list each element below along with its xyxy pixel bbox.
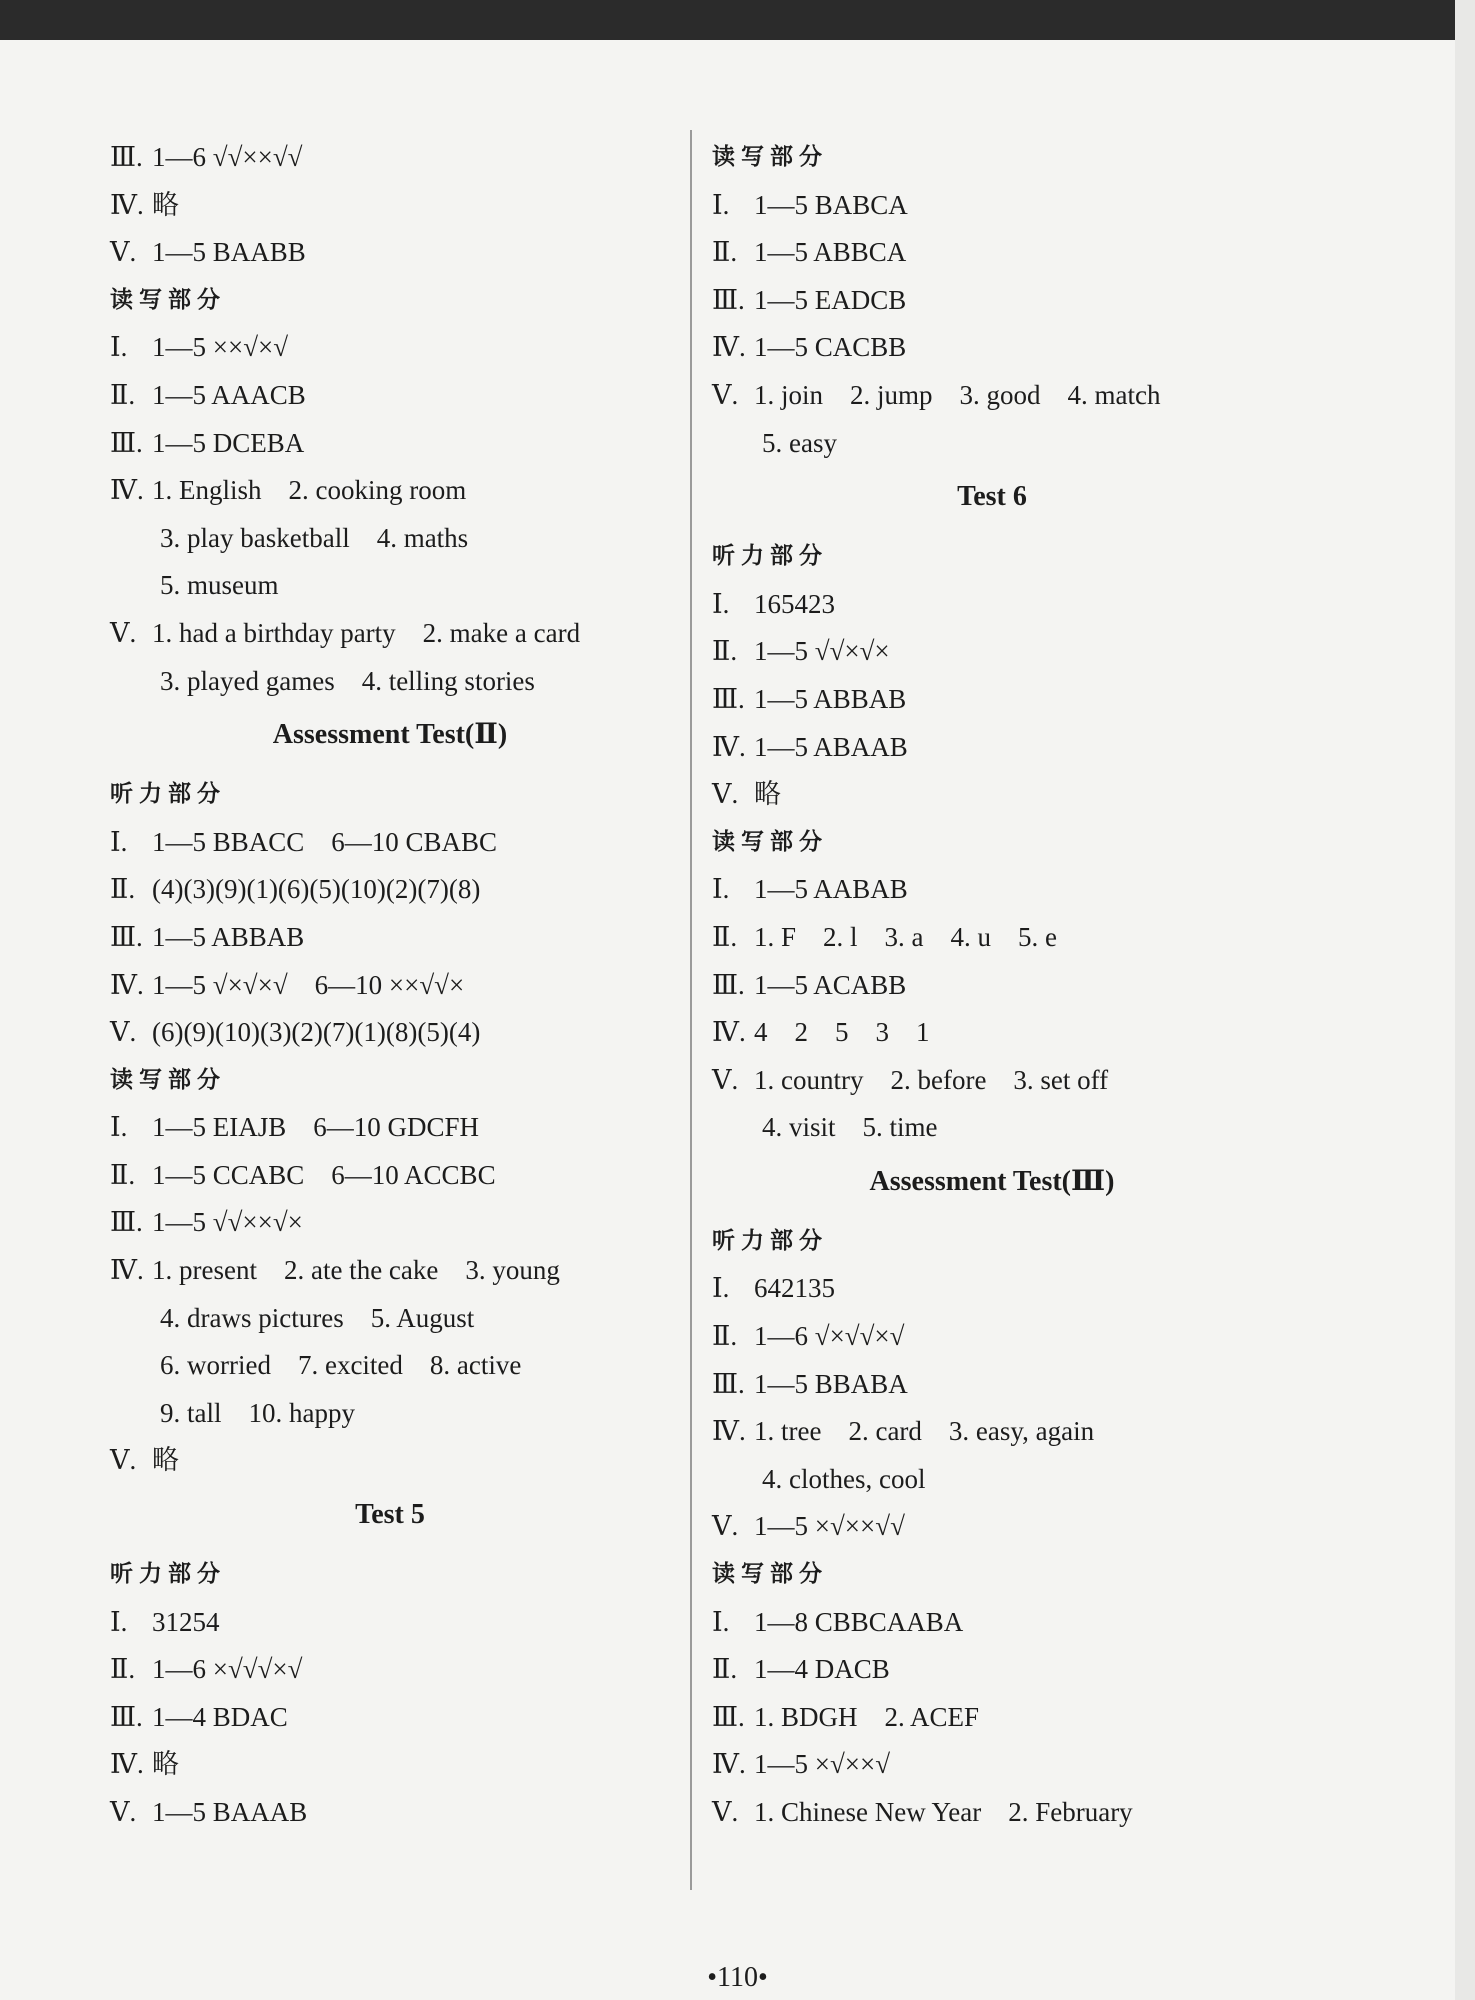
answer-line: [110, 1009, 670, 1057]
answer-text: 1—5 ABAAB: [754, 731, 908, 762]
test-title: Test 6: [957, 481, 1027, 513]
answer-line: [110, 134, 670, 182]
section-header: 听力部分: [110, 1561, 226, 1588]
item-numeral: Ⅲ.: [712, 1368, 745, 1399]
answer-line: [110, 467, 670, 515]
item-numeral: Ⅴ.: [712, 1511, 739, 1542]
section-header: 读写部分: [110, 286, 226, 313]
answer-text: 1—5 BBACC 6—10 CBABC: [152, 826, 498, 857]
answer-text: (6)(9)(10)(3)(2)(7)(1)(8)(5)(4): [152, 1017, 481, 1048]
answer-text: 1. country 2. before 3. set off: [754, 1064, 1109, 1095]
answer-text: 5. easy: [762, 427, 837, 458]
answer-line: [110, 229, 670, 277]
answer-text: 1. join 2. jump 3. good 4. match: [754, 379, 1161, 410]
answer-line: [712, 182, 1272, 230]
answer-text: 1—5 BAAAB: [152, 1797, 308, 1827]
item-numeral: Ⅲ.: [712, 683, 745, 714]
item-numeral: Ⅳ.: [712, 1416, 746, 1447]
answer-text: 1—5 AABAB: [754, 874, 908, 905]
item-numeral: Ⅰ.: [110, 1606, 128, 1637]
answer-text: 31254: [152, 1606, 220, 1637]
answer-line: [110, 1789, 670, 1837]
item-numeral: Ⅰ.: [110, 826, 128, 857]
answer-line: [110, 324, 670, 372]
answer-line: [110, 372, 670, 420]
answer-text: (4)(3)(9)(1)(6)(5)(10)(2)(7)(8): [152, 874, 481, 905]
item-numeral: Ⅱ.: [712, 1321, 738, 1352]
item-numeral: Ⅴ.: [110, 1797, 137, 1827]
right-column: [712, 134, 1272, 1837]
answer-text: 1—4 BDAC: [152, 1701, 288, 1732]
answer-line: [110, 962, 670, 1010]
answer-line: [712, 1694, 1272, 1742]
item-numeral: Ⅳ.: [712, 1749, 746, 1780]
item-numeral: Ⅲ.: [110, 142, 143, 172]
answer-text: 642135: [754, 1273, 835, 1304]
answer-text: 1. Chinese New Year 2. February: [754, 1797, 1133, 1827]
item-numeral: Ⅳ.: [110, 1749, 144, 1780]
answer-line: [110, 1342, 670, 1390]
answer-line: [712, 1009, 1272, 1057]
item-numeral: Ⅰ.: [110, 332, 128, 363]
answer-line: [110, 1741, 670, 1789]
answer-line: [110, 1437, 670, 1485]
answer-text: 略: [152, 189, 179, 220]
answer-text: 6. worried 7. excited 8. active: [160, 1350, 522, 1381]
answer-line: [110, 914, 670, 962]
answer-line: [110, 819, 670, 867]
item-numeral: Ⅴ.: [110, 617, 137, 648]
answer-text: 1—5 EADCB: [754, 284, 907, 315]
answer-line: [712, 581, 1272, 629]
answer-text: 1—5 √×√×√ 6—10 ××√√×: [152, 969, 465, 1000]
answer-line: [110, 182, 670, 230]
answer-line: [110, 610, 670, 658]
item-numeral: Ⅲ.: [110, 1701, 143, 1732]
section-header: 听力部分: [712, 543, 828, 570]
answer-text: 1—5 AAACB: [152, 379, 306, 410]
item-numeral: Ⅲ.: [712, 969, 745, 1000]
answer-text: 1—4 DACB: [754, 1654, 890, 1685]
answer-text: 1—6 √×√√×√: [754, 1321, 905, 1352]
answer-text: 1—6 ×√√√×√: [152, 1654, 303, 1685]
answer-text: 4. draws pictures 5. August: [160, 1302, 475, 1333]
answer-text: 4. visit 5. time: [762, 1112, 938, 1143]
answer-line: [712, 420, 1272, 468]
answer-line: [712, 1741, 1272, 1789]
answer-line: [712, 229, 1272, 277]
answer-line: [712, 914, 1272, 962]
item-numeral: Ⅴ.: [712, 1064, 739, 1095]
item-numeral: Ⅰ.: [712, 1273, 730, 1304]
item-numeral: Ⅳ.: [712, 1017, 746, 1048]
answer-text: 1. F 2. l 3. a 4. u 5. e: [754, 921, 1057, 952]
item-numeral: Ⅰ.: [712, 1606, 730, 1637]
item-numeral: Ⅳ.: [110, 475, 144, 506]
answer-line: [712, 1057, 1272, 1105]
answer-text: 165423: [754, 588, 835, 619]
answer-line: [110, 1295, 670, 1343]
answer-line: [712, 724, 1272, 772]
answer-text: 1—5 ××√×√: [152, 332, 289, 363]
answer-text: 3. played games 4. telling stories: [160, 665, 535, 696]
answer-line: [712, 1646, 1272, 1694]
answer-text: 1—5 EIAJB 6—10 GDCFH: [152, 1112, 480, 1143]
answer-line: [110, 515, 670, 563]
answer-text: 1. had a birthday party 2. make a card: [152, 617, 581, 648]
answer-text: 5. museum: [160, 570, 279, 601]
answer-text: 略: [152, 1445, 179, 1476]
answer-text: 略: [754, 779, 781, 810]
item-numeral: Ⅲ.: [712, 1701, 745, 1732]
answer-text: 1—5 BABCA: [754, 189, 908, 220]
answer-text: 1. tree 2. card 3. easy, again: [754, 1416, 1095, 1447]
answer-line: [110, 420, 670, 468]
item-numeral: Ⅴ.: [110, 1017, 137, 1048]
item-numeral: Ⅰ.: [712, 588, 730, 619]
answer-line: [110, 1599, 670, 1647]
answer-line: [110, 1694, 670, 1742]
answer-text: 1—5 √√××√×: [152, 1207, 303, 1238]
section-header: 读写部分: [110, 1066, 226, 1093]
item-numeral: Ⅱ.: [110, 379, 136, 410]
answer-text: 4. clothes, cool: [762, 1463, 926, 1494]
item-numeral: Ⅴ.: [110, 237, 137, 268]
answer-line: [712, 277, 1272, 325]
answer-line: [712, 866, 1272, 914]
item-numeral: Ⅰ.: [712, 189, 730, 220]
scan-right-edge: [1455, 0, 1475, 2000]
answer-text: 1. BDGH 2. ACEF: [754, 1701, 980, 1732]
test-title: Assessment Test(Ⅱ): [272, 719, 508, 751]
answer-text: 1—5 CACBB: [754, 332, 907, 363]
answer-line: [110, 658, 670, 706]
column-divider: [690, 130, 692, 1890]
answer-text: 1. English 2. cooking room: [152, 475, 467, 506]
answer-text: 1—6 √√××√√: [152, 142, 303, 172]
section-header: 听力部分: [712, 1227, 828, 1254]
item-numeral: Ⅱ.: [712, 636, 738, 667]
section-header: 读写部分: [712, 144, 828, 170]
answer-line: [712, 1104, 1272, 1152]
answer-text: 4 2 5 3 1: [754, 1017, 930, 1048]
item-numeral: Ⅴ.: [110, 1445, 137, 1476]
item-numeral: Ⅲ.: [110, 921, 143, 952]
answer-line: [110, 562, 670, 610]
section-header: 读写部分: [712, 828, 828, 855]
answer-line: [712, 676, 1272, 724]
item-numeral: Ⅴ.: [712, 379, 739, 410]
left-column: [110, 134, 670, 1837]
page-number: •110•: [707, 1962, 768, 1993]
answer-line: [110, 1390, 670, 1438]
test-title: Test 5: [355, 1499, 425, 1531]
answer-line: [712, 372, 1272, 420]
answer-text: 1—5 ABBAB: [754, 683, 907, 714]
item-numeral: Ⅰ.: [110, 1112, 128, 1143]
item-numeral: Ⅳ.: [110, 1255, 144, 1286]
item-numeral: Ⅱ.: [712, 237, 738, 268]
item-numeral: Ⅲ.: [110, 1207, 143, 1238]
item-numeral: Ⅲ.: [712, 284, 745, 315]
answer-line: [712, 1408, 1272, 1456]
section-header: 读写部分: [712, 1561, 828, 1588]
answer-text: 1—5 ACABB: [754, 969, 907, 1000]
answer-text: 1—5 DCEBA: [152, 427, 305, 458]
answer-line: [712, 1503, 1272, 1551]
scan-top-edge: [0, 0, 1475, 40]
answer-line: [712, 1456, 1272, 1504]
answer-line: [110, 1247, 670, 1295]
item-numeral: Ⅱ.: [712, 1654, 738, 1685]
answer-text: 1—5 CCABC 6—10 ACCBC: [152, 1159, 496, 1190]
item-numeral: Ⅳ.: [110, 969, 144, 1000]
answer-line: [712, 1789, 1272, 1837]
answer-line: [712, 324, 1272, 372]
answer-line: [712, 1313, 1272, 1361]
answer-text: 9. tall 10. happy: [160, 1397, 355, 1428]
answer-text: 3. play basketball 4. maths: [160, 522, 469, 553]
item-numeral: Ⅱ.: [110, 1654, 136, 1685]
answer-line: [712, 1361, 1272, 1409]
answer-text: 略: [152, 1749, 179, 1780]
answer-line: [712, 962, 1272, 1010]
answer-line: [110, 1646, 670, 1694]
test-title: Assessment Test(Ⅲ): [869, 1165, 1115, 1197]
answer-text: 1. present 2. ate the cake 3. young: [152, 1255, 560, 1286]
item-numeral: Ⅲ.: [110, 427, 143, 458]
answer-text: 1—5 BAABB: [152, 237, 306, 268]
section-header: 听力部分: [110, 781, 226, 808]
answer-text: 1—5 √√×√×: [754, 636, 890, 667]
answer-line: [110, 1199, 670, 1247]
answer-line: [712, 771, 1272, 819]
item-numeral: Ⅴ.: [712, 779, 739, 810]
answer-line: [712, 628, 1272, 676]
item-numeral: Ⅳ.: [712, 731, 746, 762]
item-numeral: Ⅳ.: [110, 189, 144, 220]
answer-line: [110, 866, 670, 914]
answer-text: 1—8 CBBCAABA: [754, 1606, 964, 1637]
item-numeral: Ⅴ.: [712, 1797, 739, 1827]
answer-text: 1—5 ×√××√: [754, 1749, 891, 1780]
answer-line: [110, 1104, 670, 1152]
answer-text: 1—5 ABBCA: [754, 237, 907, 268]
item-numeral: Ⅱ.: [110, 874, 136, 905]
answer-line: [712, 1599, 1272, 1647]
answer-text: 1—5 ABBAB: [152, 921, 305, 952]
answer-text: 1—5 BBABA: [754, 1368, 908, 1399]
answer-line: [110, 1152, 670, 1200]
item-numeral: Ⅱ.: [110, 1159, 136, 1190]
answer-line: [712, 1265, 1272, 1313]
item-numeral: Ⅳ.: [712, 332, 746, 363]
answer-text: 1—5 ×√××√√: [754, 1511, 905, 1542]
item-numeral: Ⅱ.: [712, 921, 738, 952]
item-numeral: Ⅰ.: [712, 874, 730, 905]
